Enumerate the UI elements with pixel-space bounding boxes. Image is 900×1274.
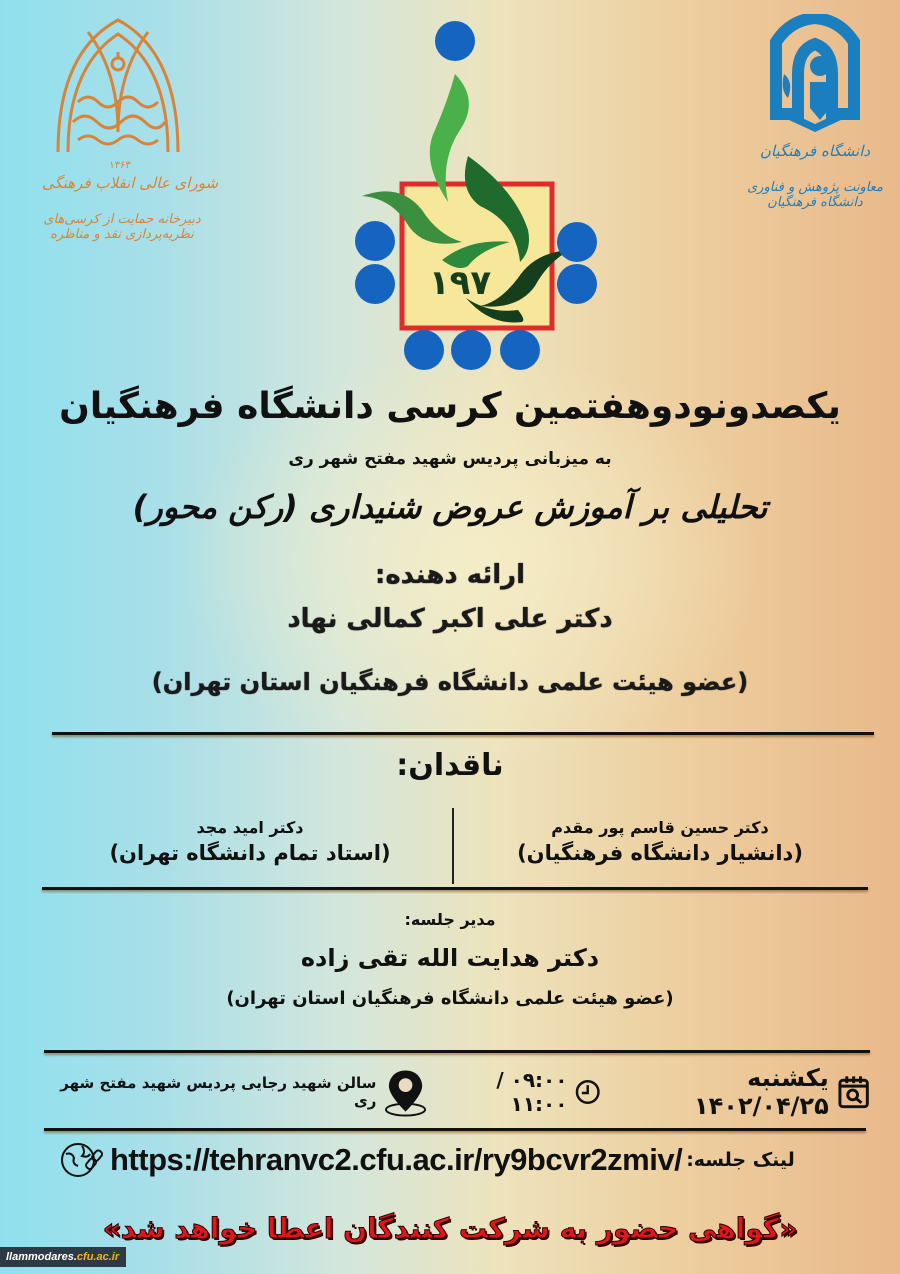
council-secretariat: دبیرخانه حمایت از کرسی‌های نظریه‌پردازی نقد و مناظره — [43, 212, 201, 242]
watermark-prefix: llammodares. — [6, 1251, 77, 1263]
council-year: ۱۳۶۳ — [109, 160, 131, 171]
critics-label: ناقدان: — [396, 748, 504, 783]
council-logo — [30, 12, 219, 242]
event-title: یکصدونودوهفتمین کرسی دانشگاه فرهنگیان — [59, 386, 841, 427]
research-deputy-name: معاونت پژوهش و فناوری دانشگاه فرهنگیان — [747, 180, 883, 210]
critic-item — [60, 818, 440, 865]
council-name: شورای عالی انقلاب فرهنگی — [41, 174, 219, 192]
date-text: یکشنبه ۱۴۰۲/۰۴/۲۵ — [694, 1064, 829, 1120]
session-link[interactable]: https://tehranvc2.cfu.ac.ir/ry9bcvr2zmiv/ — [110, 1142, 683, 1177]
divider-line — [52, 732, 874, 735]
map-pin-icon — [384, 1066, 427, 1118]
event-topic: تحلیلی بر آموزش عروض شنیداری (رکن محور) — [132, 488, 768, 526]
site-watermark[interactable] — [0, 1247, 126, 1267]
presenter-name: دکتر علی اکبر کمالی نهاد — [287, 604, 613, 634]
presenter-affiliation: (عضو هیئت علمی دانشگاه فرهنگیان استان تهران) — [151, 668, 749, 696]
university-emblem-icon — [770, 14, 860, 134]
moderator-name: دکتر هدایت الله تقی زاده — [300, 944, 600, 972]
moderator-label: مدیر جلسه: — [404, 910, 496, 929]
session-link-label: لینک جلسه: — [686, 1149, 795, 1171]
calendar-search-icon — [837, 1074, 870, 1110]
critics-divider — [452, 808, 454, 884]
globe-link-icon — [58, 1140, 106, 1180]
critic-item — [470, 818, 850, 865]
critic-name: دکتر امید مجد — [196, 818, 304, 837]
council-seal-icon — [48, 12, 188, 160]
watermark-domain: cfu.ac.ir — [76, 1251, 120, 1263]
university-logo — [740, 14, 900, 210]
divider-line — [44, 1128, 866, 1131]
critic-role: (استاد تمام دانشگاه تهران) — [109, 841, 391, 865]
event-host: به میزبانی پردیس شهید مفتح شهر ری — [288, 449, 612, 469]
critic-name: دکتر حسین قاسم پور مقدم — [551, 818, 769, 837]
moderator-affiliation: (عضو هیئت علمی دانشگاه فرهنگیان استان تهران) — [226, 988, 674, 1009]
event-number: ۱۹۷ — [428, 263, 492, 303]
time-text: ۰۹:۰۰ / ۱۱:۰۰ — [496, 1068, 568, 1116]
session-link-row — [58, 1134, 878, 1186]
clock-icon — [575, 1079, 600, 1105]
presenter-label: ارائه دهنده: — [374, 560, 526, 590]
divider-line — [44, 1050, 870, 1053]
location-text: سالن شهید رجایی پردیس شهید مفتح شهر ری — [60, 1074, 377, 1110]
event-logo — [350, 10, 600, 370]
university-name: دانشگاه فرهنگیان — [759, 142, 871, 160]
divider-line — [42, 887, 868, 890]
certificate-notice: «گواهی حضور به شرکت کنندگان اعطا خواهد شد» — [102, 1212, 798, 1245]
critic-role: (دانشیار دانشگاه فرهنگیان) — [517, 841, 803, 865]
event-emblem-icon — [350, 10, 600, 370]
schedule-row — [40, 1064, 870, 1120]
